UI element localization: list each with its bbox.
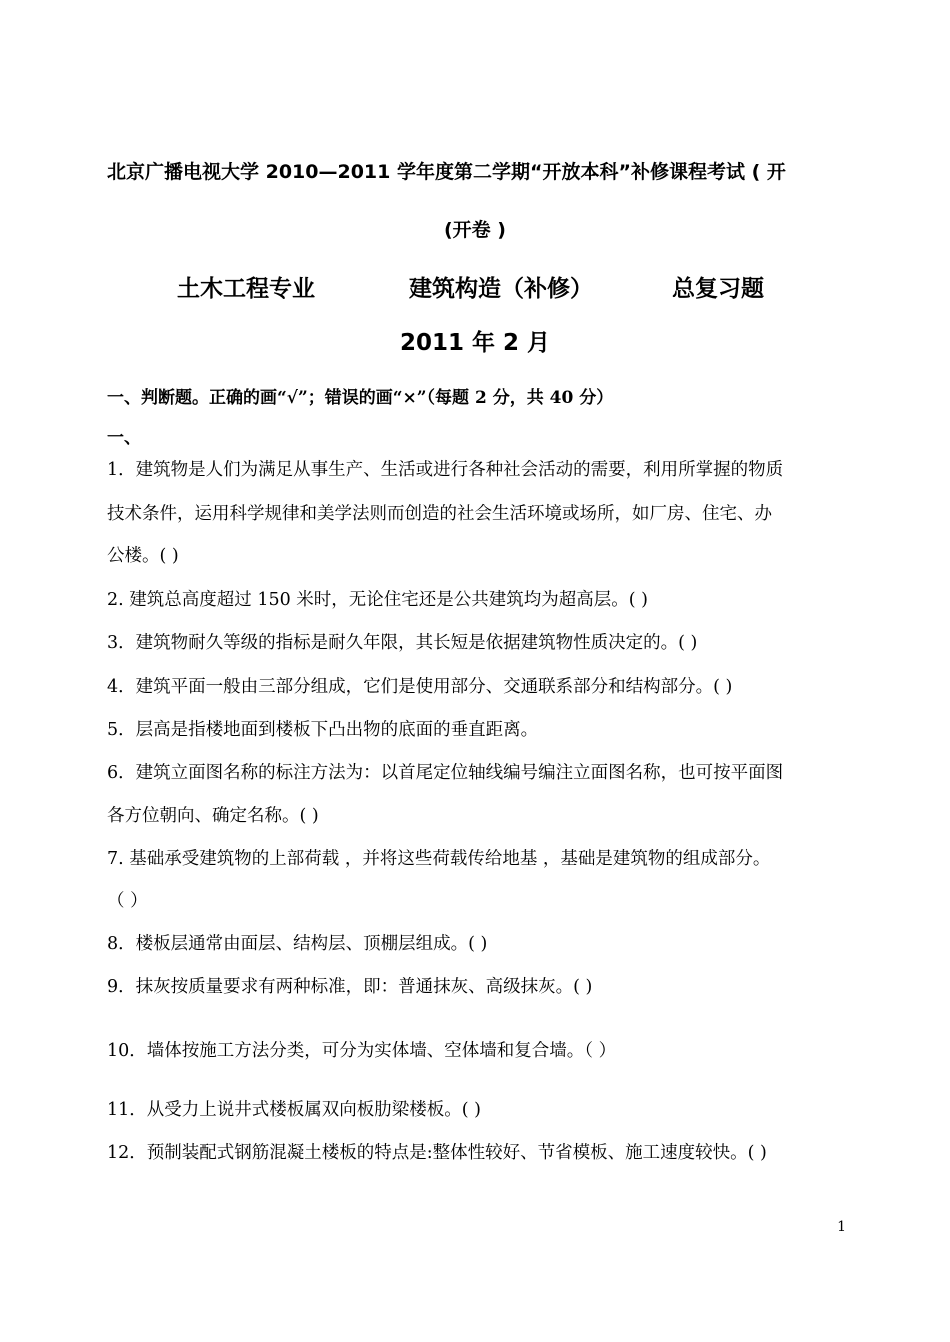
- section-mark: 一、: [107, 428, 141, 448]
- exam-header-line-1: 北京广播电视大学 2010—2011 学年度第二学期“开放本科”补修课程考试 ( 开: [107, 161, 786, 183]
- question-line: 公楼。( ): [107, 546, 179, 566]
- question-line: 6．建筑立面图名称的标注方法为：以首尾定位轴线编号编注立面图名称，也可按平面图: [107, 763, 784, 783]
- question-line: 5．层高是指楼地面到楼板下凸出物的底面的垂直距离。: [107, 720, 539, 740]
- question-line: 10．墙体按施工方法分类，可分为实体墙、空体墙和复合墙。（ ）: [107, 1041, 617, 1061]
- exam-header-line-2: (开卷 ): [444, 219, 506, 241]
- question-line: 1．建筑物是人们为满足从事生产、生活或进行各种社会活动的需要，利用所掌握的物质: [107, 460, 784, 480]
- question-line: 4．建筑平面一般由三部分组成，它们是使用部分、交通联系部分和结构部分。( ): [107, 677, 733, 697]
- title-course: 建筑构造（补修）: [409, 276, 593, 302]
- question-line: 9．抹灰按质量要求有两种标准，即：普通抹灰、高级抹灰。( ): [107, 977, 593, 997]
- document-date: 2011 年 2 月: [399, 330, 551, 356]
- question-line: 8．楼板层通常由面层、结构层、顶棚层组成。( ): [107, 934, 488, 954]
- question-line: 2. 建筑总高度超过 150 米时，无论住宅还是公共建筑均为超高层。( ): [107, 590, 649, 610]
- question-line: 11．从受力上说井式楼板属双向板肋梁楼板。( ): [107, 1100, 481, 1120]
- question-line: （ ）: [107, 891, 148, 911]
- page-number: 1: [837, 1219, 846, 1235]
- title-major: 土木工程专业: [177, 276, 315, 302]
- document-title: [0, 270, 950, 300]
- question-line: 3．建筑物耐久等级的指标是耐久年限，其长短是依据建筑物性质决定的。( ): [107, 633, 698, 653]
- title-kind: 总复习题: [672, 276, 764, 302]
- question-line: 7. 基础承受建筑物的上部荷载 ，并将这些荷载传给地基 ，基础是建筑物的组成部分。: [107, 849, 771, 869]
- question-line: 12．预制装配式钢筋混凝土楼板的特点是:整体性较好、节省模板、施工速度较快。( ): [107, 1143, 767, 1163]
- question-line: 技术条件，运用科学规律和美学法则而创造的社会生活环境或场所，如厂房、住宅、办: [107, 504, 772, 524]
- section-title: 一、判断题。正确的画“√”；错误的画“×”（每题 2 分，共 40 分）: [107, 388, 614, 408]
- question-line: 各方位朝向、确定名称。( ): [107, 806, 319, 826]
